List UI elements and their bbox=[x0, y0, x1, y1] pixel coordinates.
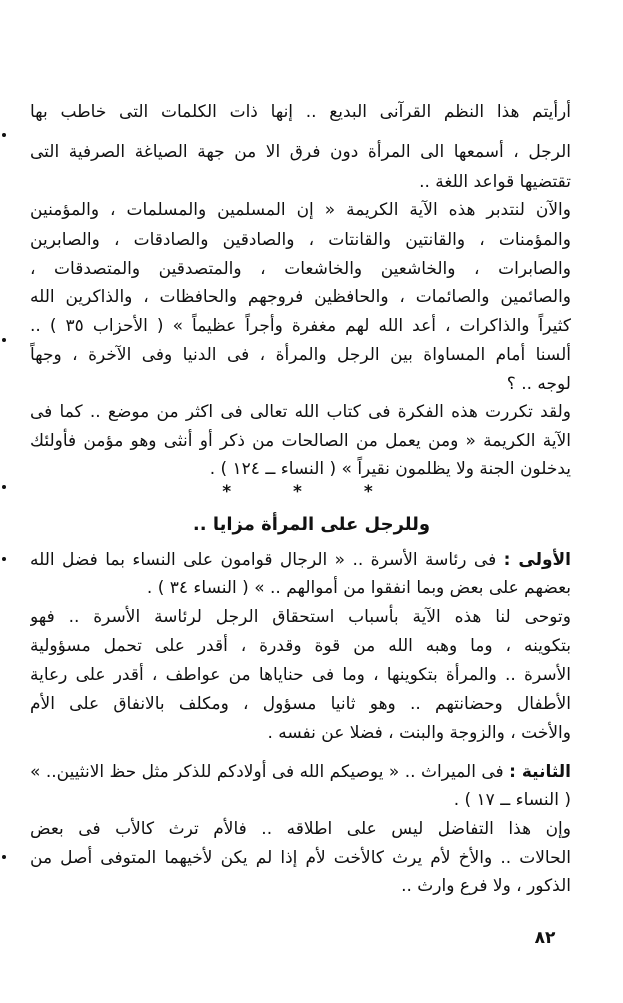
page-number: ٨٢ bbox=[534, 928, 556, 948]
text-line: بعضهم على بعض وبما انفقوا من أموالهم .. » ( النساء ٣٤ ) . bbox=[146, 578, 571, 598]
text-line: لوجه .. ؟ bbox=[506, 374, 571, 394]
first-point-label: الأولى : bbox=[503, 550, 571, 570]
first-point-text: فى رئاسة الأسرة .. « الرجال قوامون على النساء بما فضل الله bbox=[30, 550, 497, 570]
text-line: الحالات .. والأخ لأم يرث كالأخت لأم إذا لم يكن لأخيهما المتوفى أصل من bbox=[30, 848, 571, 868]
text-line: والصائمين والصائمات ، والحافظين فروجهم والحافظات ، والذاكرين الله bbox=[30, 287, 571, 307]
text-line: وتوحى لنا هذه الآية بأسباب استحقاق الرجل لرئاسة الأسرة .. فهو bbox=[30, 607, 571, 627]
text-line: ألسنا أمام المساواة بين الرجل والمرأة ، فى الدنيا وفى الآخرة ، وجهاً bbox=[30, 345, 571, 365]
text-line: وإن هذا التفاضل ليس على اطلاقه .. فالأم ترث كالأب فى بعض bbox=[30, 819, 571, 839]
text-line: ( النساء ــ ١٧ ) . bbox=[453, 790, 571, 810]
text-line: يدخلون الجنة ولا يظلمون نقيراً » ( النساء ــ ١٢٤ ) . bbox=[209, 459, 571, 479]
text-line: الآية الكريمة « ومن يعمل من الصالحات من ذكر أو أنثى وهو مؤمن فأولئك bbox=[30, 431, 571, 451]
text-line: الرجل ، أسمعها الى المرأة دون فرق الا من جهة الصياغة الصرفية التى bbox=[30, 142, 571, 162]
text-line: ولقد تكررت هذه الفكرة فى كتاب الله تعالى فى اكثر من موضع .. كما فى bbox=[30, 402, 571, 422]
text-line bbox=[30, 758, 571, 786]
text-line: أرأيتم هذا النظم القرآنى البديع .. إنها ذات الكلمات التى خاطب بها bbox=[30, 102, 571, 122]
text-line: تقتضيها قواعد اللغة .. bbox=[419, 172, 571, 192]
second-point-text: فى الميراث .. « يوصيكم الله فى أولادكم للذكر مثل حظ الانثيين.. » bbox=[30, 762, 504, 782]
text-line: والأخت ، والزوجة والبنت ، فضلا عن نفسه . bbox=[267, 723, 571, 743]
text-line: والمؤمنات ، والقانتين والقانتات ، والصادقين والصادقات ، والصابرين bbox=[30, 230, 571, 250]
text-line: والصابرات ، والخاشعين والخاشعات ، والمتصدقين والمتصدقات ، bbox=[30, 259, 571, 279]
margin-mark bbox=[2, 338, 6, 342]
text-line: الذكور ، ولا فرع وارث .. bbox=[401, 876, 571, 896]
second-point-label: الثانية : bbox=[509, 762, 571, 782]
text-line bbox=[30, 546, 571, 574]
text-line: والآن لنتدبر هذه الآية الكريمة « إن المسلمين والمسلمات ، والمؤمنين bbox=[30, 200, 571, 220]
text-line: الأطفال وحضانتهم .. وهو ثانيا مسؤول ، ومكلف بالانفاق على الأم bbox=[30, 694, 571, 714]
margin-mark bbox=[2, 557, 6, 561]
text-line: بتكوينه ، وما وهبه الله من قوة وقدرة ، أقدر على تحمل مسؤولية bbox=[30, 636, 571, 656]
text-line: الأسرة .. والمرأة بتكوينها ، وما فى حناياها من عواطف ، أقدر على رعاية bbox=[30, 665, 571, 685]
margin-mark bbox=[2, 485, 6, 489]
section-separator: * * * bbox=[222, 482, 401, 502]
margin-mark bbox=[2, 855, 6, 859]
margin-mark bbox=[2, 133, 6, 137]
text-line: كثيراً والذاكرات ، أعد الله لهم مغفرة وأجراً عظيماً » ( الأحزاب ٣٥ ) .. bbox=[30, 316, 571, 336]
section-heading: وللرجل على المرأة مزايا .. bbox=[192, 514, 431, 535]
